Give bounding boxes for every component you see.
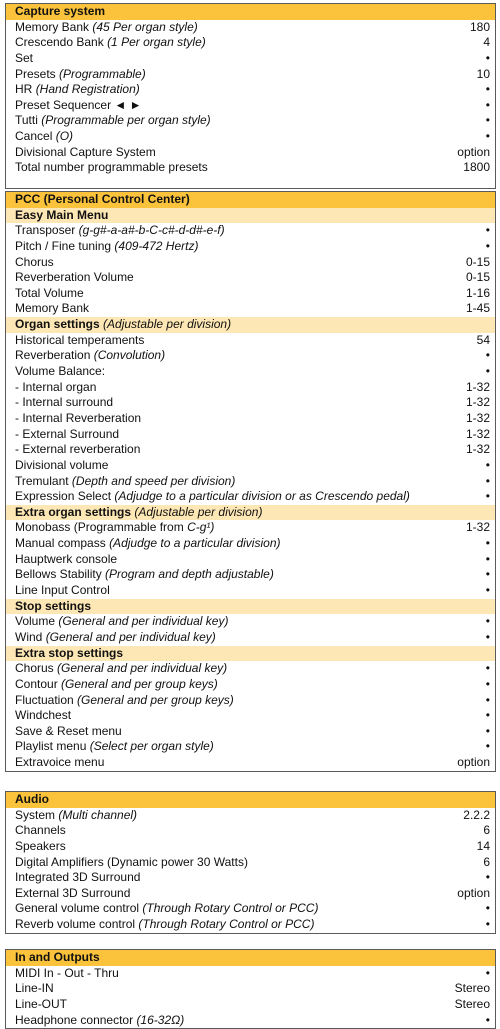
spec-row (6, 886, 495, 902)
spec-name: Speakers (15, 838, 66, 853)
subheader-row (6, 505, 495, 521)
spec-name: Playlist menu (15, 739, 87, 754)
subheader-label (15, 505, 490, 521)
spec-value: 1-45 (465, 301, 490, 316)
spec-value: • (485, 870, 490, 885)
spec-value: 1-32 (465, 379, 490, 394)
spec-row (6, 567, 495, 583)
spec-row (6, 286, 495, 302)
spec-value: • (485, 739, 490, 754)
spec-name: Total Volume (15, 285, 84, 300)
spec-name: Hauptwerk console (15, 551, 118, 566)
spec-row (6, 755, 495, 771)
spec-name: Volume Balance: (15, 364, 106, 379)
spec-label (15, 82, 478, 98)
spec-row (6, 458, 495, 474)
spec-row (6, 442, 495, 458)
spec-name: Save & Reset menu (15, 723, 122, 738)
spec-value: 14 (476, 838, 490, 853)
spec-name: Contour (15, 676, 58, 691)
spec-row (6, 51, 495, 67)
spec-label (15, 886, 449, 902)
spec-label (15, 808, 455, 824)
spec-name: Channels (15, 823, 66, 838)
spec-label (15, 981, 447, 997)
spec-name: - Internal Reverberation (15, 410, 142, 425)
spec-value: 1800 (463, 160, 490, 175)
spec-value: 0-15 (465, 254, 490, 269)
spec-note: (General and per individual key) (45, 629, 216, 644)
spec-name: Monobass (Programmable from (15, 520, 184, 535)
spec-label (15, 301, 458, 317)
spec-value: 0-15 (465, 270, 490, 285)
spec-row (6, 614, 495, 630)
spec-name: General volume control (15, 901, 140, 916)
spec-value: • (485, 50, 490, 65)
spec-row (6, 474, 495, 490)
spec-label (15, 239, 478, 255)
spec-name: Divisional volume (15, 457, 109, 472)
spec-value: 6 (483, 854, 490, 869)
spec-row (6, 855, 495, 871)
spec-value: • (485, 129, 490, 144)
spec-label (15, 160, 455, 176)
spec-value: Stereo (454, 981, 490, 996)
spec-value: 1-32 (465, 442, 490, 457)
spec-row (6, 270, 495, 286)
subheader-row (6, 317, 495, 333)
spec-name: Transposer (15, 223, 76, 238)
spec-row (6, 917, 495, 933)
spec-name: Windchest (15, 708, 72, 723)
spec-row (6, 223, 495, 239)
subheader-label (15, 646, 490, 662)
spec-row (6, 708, 495, 724)
spec-row (6, 901, 495, 917)
spec-note: (Convolution) (93, 348, 166, 363)
subheader-row (6, 646, 495, 662)
spec-label (15, 458, 478, 474)
spec-label (15, 35, 475, 51)
spec-name: Divisional Capture System (15, 144, 156, 159)
spec-label (15, 661, 478, 677)
subheader-row (6, 208, 495, 224)
spec-name: Headphone connector (15, 1012, 134, 1027)
spec-row (6, 380, 495, 396)
spec-label (15, 286, 458, 302)
spec-note: (Adjustable per division) (103, 317, 232, 332)
spec-label (15, 1013, 478, 1029)
spec-value: • (485, 489, 490, 504)
spec-value: • (485, 223, 490, 238)
spec-value: • (485, 629, 490, 644)
spec-row (6, 427, 495, 443)
spec-name: - External reverberation (15, 442, 141, 457)
spec-label (15, 823, 475, 839)
spec-label (15, 677, 478, 693)
spec-label (15, 442, 458, 458)
spec-value: • (485, 364, 490, 379)
spec-row (6, 981, 495, 997)
spec-row (6, 67, 495, 83)
subheader-label (15, 208, 490, 224)
spec-name: Historical temperaments (15, 332, 145, 347)
spec-row (6, 145, 495, 161)
section-pcc (5, 191, 496, 772)
spec-note: (Program and depth adjustable) (105, 567, 274, 582)
spec-value: • (485, 457, 490, 472)
spec-note: (General and per individual key) (57, 661, 228, 676)
spec-value: 4 (483, 35, 490, 50)
spec-name: Stop settings (15, 598, 92, 613)
spec-row (6, 301, 495, 317)
spacer-row (6, 176, 495, 188)
spec-label (15, 348, 478, 364)
spec-label (15, 113, 478, 129)
spec-name: Extravoice menu (15, 755, 105, 770)
spec-label (15, 614, 478, 630)
spec-name: Chorus (15, 661, 54, 676)
spec-value: • (485, 473, 490, 488)
spec-note: (General and per group keys) (77, 692, 234, 707)
spec-label (15, 67, 469, 83)
spec-row (6, 20, 495, 36)
spec-label (15, 380, 458, 396)
spec-label (15, 739, 478, 755)
spec-value: • (485, 238, 490, 253)
spec-label (15, 966, 478, 982)
spec-name: Wind (15, 629, 43, 644)
spec-label (15, 724, 478, 740)
spec-name: Integrated 3D Surround (15, 870, 141, 885)
section-in-and-outputs (5, 949, 496, 1029)
spec-label (15, 552, 478, 568)
spec-value: 10 (476, 66, 490, 81)
spec-label (15, 708, 478, 724)
spec-name: Fluctuation (15, 692, 74, 707)
spec-name: Tutti (15, 113, 38, 128)
spec-row (6, 395, 495, 411)
spec-label (15, 583, 478, 599)
spec-note: (Depth and speed per division) (71, 473, 236, 488)
spec-label (15, 901, 478, 917)
spec-value: option (457, 885, 490, 900)
spec-name: Chorus (15, 254, 54, 269)
spec-label (15, 129, 478, 145)
spec-value: 2.2.2 (463, 807, 490, 822)
spec-value: • (485, 536, 490, 551)
spec-note: (Through Rotary Control or PCC) (142, 901, 319, 916)
spec-note: (Adjustable per division) (134, 504, 263, 519)
spec-value: • (485, 965, 490, 980)
spec-note: (1 Per organ style) (107, 35, 206, 50)
spec-label (15, 255, 458, 271)
spec-value: • (485, 82, 490, 97)
spec-name: Reverb volume control (15, 917, 136, 932)
spec-name: Reverberation (15, 348, 91, 363)
spec-name: Manual compass (15, 536, 106, 551)
spec-label (15, 630, 478, 646)
spec-label (15, 855, 475, 871)
spec-row (6, 823, 495, 839)
spec-value: • (485, 692, 490, 707)
spec-row (6, 411, 495, 427)
spec-row (6, 997, 495, 1013)
spec-value: • (485, 97, 490, 112)
spec-note: (45 Per organ style) (92, 19, 198, 34)
spec-value: • (485, 348, 490, 363)
spec-note: (General and per individual key) (58, 614, 229, 629)
spec-name: Extra stop settings (15, 645, 124, 660)
spec-label (15, 145, 449, 161)
spec-value: 54 (476, 332, 490, 347)
spec-row (6, 808, 495, 824)
spec-label (15, 489, 478, 505)
spec-name: Line-OUT (15, 996, 68, 1011)
spec-row (6, 333, 495, 349)
spec-row (6, 693, 495, 709)
spec-name: Total number programmable presets (15, 160, 208, 175)
spec-label (15, 98, 478, 114)
spec-name: Volume (15, 614, 56, 629)
section-header (6, 950, 495, 966)
section-title: PCC (Personal Control Center) (15, 192, 190, 206)
spec-note: (Programmable per organ style) (41, 113, 211, 128)
spec-row (6, 739, 495, 755)
spec-name: Line-IN (15, 981, 54, 996)
spec-row (6, 255, 495, 271)
spec-name: Organ settings (15, 317, 100, 332)
spec-note: (Hand Registration) (35, 82, 140, 97)
spec-name: Presets (15, 66, 56, 81)
spec-label (15, 520, 458, 536)
spec-value: 1-16 (465, 285, 490, 300)
spec-note: (Adjudge to a particular division or as Crescendo pedal) (114, 489, 410, 504)
subheader-label (15, 599, 490, 615)
spec-label (15, 474, 478, 490)
spec-name: Preset Sequencer ◄ ► (15, 97, 142, 112)
spec-value: 6 (483, 823, 490, 838)
spec-value: • (485, 917, 490, 932)
spec-row (6, 82, 495, 98)
spec-value: • (485, 1012, 490, 1027)
spec-label (15, 536, 478, 552)
spec-label (15, 395, 458, 411)
spec-label (15, 693, 478, 709)
spec-name: Easy Main Menu (15, 207, 109, 222)
section-header (6, 792, 495, 808)
spec-row (6, 35, 495, 51)
spec-name: - External Surround (15, 426, 120, 441)
spec-value: • (485, 113, 490, 128)
spec-note: (Select per organ style) (89, 739, 214, 754)
spec-row (6, 348, 495, 364)
spec-label (15, 333, 469, 349)
spec-label (15, 20, 462, 36)
spec-name: Memory Bank (15, 19, 90, 34)
spec-label (15, 870, 478, 886)
spec-value: option (457, 144, 490, 159)
spec-note: (Adjudge to a particular division) (109, 536, 281, 551)
spec-note: (General and per group keys) (61, 676, 218, 691)
spec-label (15, 270, 458, 286)
spec-row (6, 364, 495, 380)
spec-value: 1-32 (465, 395, 490, 410)
spec-row (6, 966, 495, 982)
section-header (6, 4, 495, 20)
spec-value: 1-32 (465, 426, 490, 441)
spec-row (6, 661, 495, 677)
spec-label (15, 755, 449, 771)
spec-row (6, 724, 495, 740)
spec-label (15, 427, 458, 443)
spec-note: (O) (55, 129, 74, 144)
spec-value: option (457, 755, 490, 770)
spec-value: 1-32 (465, 520, 490, 535)
spec-name: - Internal surround (15, 395, 114, 410)
subheader-row (6, 599, 495, 615)
spec-name: Reverberation Volume (15, 270, 134, 285)
spec-label (15, 839, 469, 855)
spec-note: C-g¹) (187, 520, 215, 535)
spec-name: Tremulant (15, 473, 69, 488)
spec-note: (Programmable) (59, 66, 146, 81)
spec-name: MIDI In - Out - Thru (15, 965, 119, 980)
spec-row (6, 113, 495, 129)
spec-value: • (485, 583, 490, 598)
spec-row (6, 98, 495, 114)
section-audio (5, 791, 496, 934)
spec-value: • (485, 661, 490, 676)
spec-label (15, 411, 458, 427)
spec-value: • (485, 723, 490, 738)
spec-name: Extra organ settings (15, 504, 132, 519)
spec-label (15, 567, 478, 583)
spec-note: (409-472 Hertz) (114, 238, 199, 253)
spec-row (6, 1013, 495, 1029)
spec-value: • (485, 901, 490, 916)
spec-row (6, 583, 495, 599)
spec-row (6, 520, 495, 536)
section-title: Capture system (15, 4, 106, 18)
spec-name: Memory Bank (15, 301, 90, 316)
spec-value: 180 (469, 19, 490, 34)
spec-label (15, 364, 478, 380)
section-capture-system (5, 3, 496, 189)
spec-value: • (485, 614, 490, 629)
spec-row (6, 239, 495, 255)
spec-row (6, 677, 495, 693)
spec-note: (Multi channel) (58, 807, 138, 822)
spec-value: • (485, 708, 490, 723)
spec-name: Set (15, 50, 34, 65)
subheader-label (15, 317, 490, 333)
spec-name: Pitch / Fine tuning (15, 238, 112, 253)
spec-note: (16-32Ω) (136, 1012, 185, 1027)
spec-label (15, 223, 478, 239)
spec-row (6, 160, 495, 176)
section-header (6, 192, 495, 208)
spec-row (6, 839, 495, 855)
spec-value: 1-32 (465, 410, 490, 425)
spec-note: (g-g#-a-a#-b-C-c#-d-d#-e-f) (78, 223, 225, 238)
spec-row (6, 870, 495, 886)
spec-row (6, 536, 495, 552)
section-title: In and Outputs (15, 950, 100, 964)
spec-name: Line Input Control (15, 583, 110, 598)
spec-name: Crescendo Bank (15, 35, 104, 50)
spec-name: - Internal organ (15, 379, 97, 394)
spec-note: (Through Rotary Control or PCC) (138, 917, 315, 932)
spec-name: Digital Amplifiers (Dynamic power 30 Watts) (15, 854, 248, 869)
spec-name: System (15, 807, 56, 822)
spec-name: Cancel (15, 129, 53, 144)
spec-row (6, 552, 495, 568)
spec-value: • (485, 551, 490, 566)
spec-value: • (485, 567, 490, 582)
spec-name: Expression Select (15, 489, 112, 504)
section-title: Audio (15, 792, 49, 806)
spec-row (6, 129, 495, 145)
spec-label (15, 997, 447, 1013)
spec-name: Bellows Stability (15, 567, 102, 582)
spec-label (15, 917, 478, 933)
spec-row (6, 489, 495, 505)
spec-value: Stereo (454, 996, 490, 1011)
spec-row (6, 630, 495, 646)
spec-label (15, 51, 478, 67)
spec-name: HR (15, 82, 33, 97)
spec-name: External 3D Surround (15, 885, 131, 900)
spec-value: • (485, 676, 490, 691)
